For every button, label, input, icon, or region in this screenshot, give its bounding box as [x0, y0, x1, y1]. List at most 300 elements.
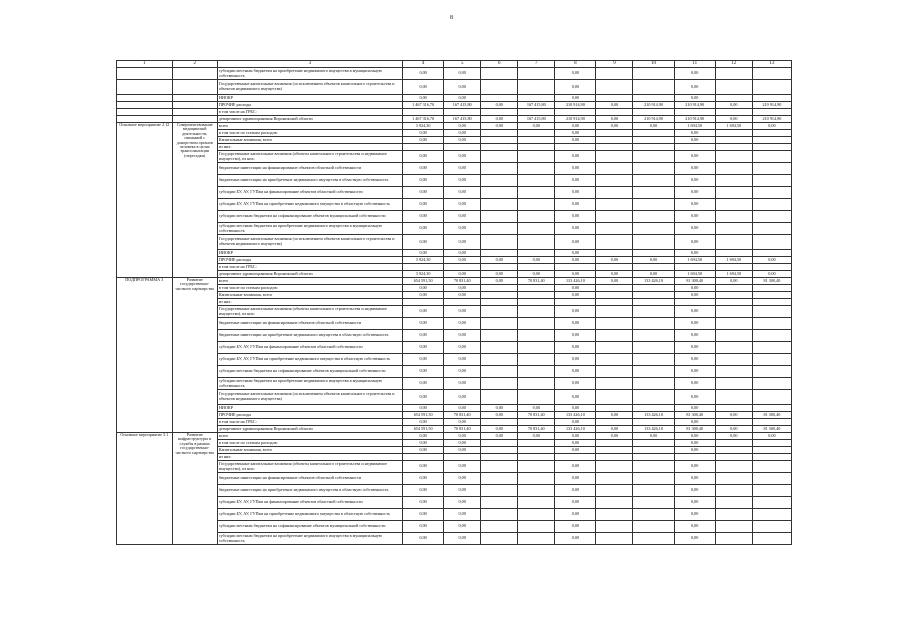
value-cell: [633, 199, 674, 211]
table-row: [117, 80, 792, 95]
value-cell: [715, 454, 752, 461]
value-cell: 0,00: [715, 426, 752, 433]
value-cell: [715, 187, 752, 199]
value-cell: [752, 137, 791, 144]
value-cell: 70 831,40: [518, 412, 555, 419]
value-cell: [444, 144, 481, 151]
value-cell: [518, 292, 555, 299]
value-cell: [752, 199, 791, 211]
value-cell: [481, 497, 518, 509]
value-cell: [596, 250, 633, 257]
value-cell: [633, 175, 674, 187]
value-cell: [596, 130, 633, 137]
table-row: [117, 151, 792, 163]
value-cell: [481, 109, 518, 116]
value-cell: 0,00: [555, 137, 596, 144]
value-cell: [752, 223, 791, 235]
value-cell: 0,00: [674, 250, 715, 257]
column-header: 4: [403, 61, 444, 68]
value-cell: 0,00: [444, 306, 481, 318]
value-cell: [752, 151, 791, 163]
value-cell: 0,00: [444, 250, 481, 257]
value-cell: [596, 187, 633, 199]
column-header: 11: [674, 61, 715, 68]
value-cell: 0,00: [403, 223, 444, 235]
value-cell: 0,00: [715, 102, 752, 109]
value-cell: 0,00: [674, 285, 715, 292]
value-cell: 0,00: [674, 521, 715, 533]
value-cell: 0,00: [674, 354, 715, 366]
expense-label: департамент здравоохранения Воронежской области: [217, 426, 402, 433]
value-cell: 0,00: [674, 68, 715, 80]
value-cell: [633, 163, 674, 175]
value-cell: 0,00: [444, 378, 481, 390]
value-cell: [596, 235, 633, 250]
value-cell: [518, 199, 555, 211]
expense-label: бюджетные инвестиции на финансирование объектов областной собственности: [217, 318, 402, 330]
value-cell: [752, 390, 791, 405]
value-cell: 0,00: [752, 271, 791, 278]
value-cell: [518, 187, 555, 199]
value-cell: [518, 318, 555, 330]
value-cell: [596, 211, 633, 223]
value-cell: 0,00: [444, 354, 481, 366]
value-cell: 1 694,50: [674, 123, 715, 130]
value-cell: 0,00: [444, 292, 481, 299]
value-cell: 0,00: [518, 433, 555, 440]
value-cell: [518, 68, 555, 80]
value-cell: [633, 454, 674, 461]
expense-label: из них:: [217, 144, 402, 151]
value-cell: 0,00: [596, 257, 633, 264]
activity-code-cell: Основное мероприятие 2.12: [117, 123, 173, 278]
value-cell: 0,00: [403, 151, 444, 163]
value-cell: 0,00: [715, 116, 752, 123]
value-cell: [715, 533, 752, 545]
value-cell: [596, 306, 633, 318]
value-cell: [518, 378, 555, 390]
value-cell: 0,00: [481, 412, 518, 419]
column-header: 10: [633, 61, 674, 68]
expense-label: в том числе по статьям расходов:: [217, 285, 402, 292]
value-cell: [633, 342, 674, 354]
expense-label: в том числе на ГРБС:: [217, 264, 402, 271]
value-cell: [481, 285, 518, 292]
value-cell: [596, 342, 633, 354]
column-header: 5: [444, 61, 481, 68]
value-cell: [596, 199, 633, 211]
value-cell: 0,00: [403, 292, 444, 299]
value-cell: 70 831,40: [518, 426, 555, 433]
value-cell: [633, 95, 674, 102]
value-cell: 0,00: [403, 405, 444, 412]
value-cell: [481, 521, 518, 533]
value-cell: 0,00: [555, 285, 596, 292]
value-cell: 0,00: [403, 130, 444, 137]
table-row: [117, 533, 792, 545]
value-cell: 1 694,50: [674, 257, 715, 264]
table-row: [117, 257, 792, 264]
table-row: [117, 473, 792, 485]
value-cell: [633, 354, 674, 366]
value-cell: 0,00: [596, 278, 633, 285]
value-cell: [633, 390, 674, 405]
value-cell: 70 831,40: [444, 278, 481, 285]
value-cell: 0,00: [444, 68, 481, 80]
value-cell: [752, 440, 791, 447]
value-cell: [752, 264, 791, 271]
value-cell: 133 426,10: [555, 412, 596, 419]
value-cell: 0,00: [403, 485, 444, 497]
value-cell: 0,00: [752, 257, 791, 264]
value-cell: [633, 285, 674, 292]
table-row: [117, 354, 792, 366]
value-cell: [596, 264, 633, 271]
value-cell: [481, 454, 518, 461]
value-cell: [555, 454, 596, 461]
value-cell: [752, 299, 791, 306]
activity-name-cell: Совершенствование медицинской деятельности, связанной с донорством органов человека в целях трансплантации (пересадки): [172, 123, 217, 278]
value-cell: 0,00: [481, 116, 518, 123]
value-cell: [518, 80, 555, 95]
value-cell: [481, 533, 518, 545]
value-cell: 0,00: [518, 257, 555, 264]
value-cell: 1 467 316,70: [403, 116, 444, 123]
value-cell: 133 426,10: [555, 278, 596, 285]
value-cell: [481, 354, 518, 366]
value-cell: [633, 419, 674, 426]
value-cell: [633, 264, 674, 271]
value-cell: 0,00: [555, 390, 596, 405]
value-cell: 0,00: [444, 318, 481, 330]
value-cell: 0,00: [444, 151, 481, 163]
value-cell: 0,00: [633, 271, 674, 278]
value-cell: 0,00: [674, 390, 715, 405]
value-cell: 0,00: [403, 473, 444, 485]
value-cell: 0,00: [481, 426, 518, 433]
value-cell: 0,00: [555, 485, 596, 497]
expense-label: субсидии БУ, АУ, ГУПам на финансирование объектов областной собственности: [217, 187, 402, 199]
value-cell: [633, 485, 674, 497]
table-row: [117, 366, 792, 378]
value-cell: 0,00: [555, 419, 596, 426]
value-cell: [555, 299, 596, 306]
value-cell: [596, 223, 633, 235]
value-cell: 0,00: [403, 419, 444, 426]
value-cell: [633, 366, 674, 378]
value-cell: [715, 366, 752, 378]
value-cell: [633, 473, 674, 485]
column-header: 13: [752, 61, 791, 68]
value-cell: 0,00: [555, 292, 596, 299]
table-row: [117, 116, 792, 123]
value-cell: [596, 473, 633, 485]
value-cell: [596, 151, 633, 163]
value-cell: [715, 330, 752, 342]
value-cell: 210 914,90: [752, 116, 791, 123]
table-row: [117, 419, 792, 426]
value-cell: 0,00: [555, 405, 596, 412]
value-cell: 0,00: [481, 278, 518, 285]
value-cell: 0,00: [444, 509, 481, 521]
table-row: [117, 497, 792, 509]
value-cell: 70 831,40: [444, 426, 481, 433]
value-cell: [752, 163, 791, 175]
value-cell: [752, 454, 791, 461]
expense-label: Государственные капитальные вложения (за исключением объектов капитального строительства и объектов недвижимого имущества): [217, 390, 402, 405]
value-cell: 0,00: [555, 318, 596, 330]
value-cell: 0,00: [674, 378, 715, 390]
value-cell: 0,00: [555, 521, 596, 533]
value-cell: [715, 109, 752, 116]
value-cell: [752, 497, 791, 509]
value-cell: [518, 306, 555, 318]
value-cell: [596, 299, 633, 306]
column-header: 12: [715, 61, 752, 68]
value-cell: [481, 461, 518, 473]
value-cell: [715, 521, 752, 533]
value-cell: 167 415,80: [518, 116, 555, 123]
value-cell: [596, 68, 633, 80]
value-cell: 0,00: [596, 102, 633, 109]
value-cell: 0,00: [403, 497, 444, 509]
expense-label: субсидии БУ, АУ, ГУПам на приобретение недвижимого имущества в областную собственность: [217, 199, 402, 211]
value-cell: 81 300,40: [752, 412, 791, 419]
value-cell: [518, 235, 555, 250]
value-cell: [633, 306, 674, 318]
value-cell: 0,00: [403, 306, 444, 318]
value-cell: [518, 330, 555, 342]
expense-label: НИОКР: [217, 250, 402, 257]
value-cell: 0,00: [674, 137, 715, 144]
value-cell: [596, 419, 633, 426]
value-cell: [444, 109, 481, 116]
expense-label: субсидии местным бюджетам на приобретение недвижимого имущества в муниципальную собственность: [217, 378, 402, 390]
empty-cell: [117, 68, 173, 80]
value-cell: [518, 95, 555, 102]
value-cell: [752, 130, 791, 137]
value-cell: [481, 342, 518, 354]
value-cell: 0,00: [633, 257, 674, 264]
value-cell: 0,00: [555, 447, 596, 454]
value-cell: [481, 137, 518, 144]
value-cell: 0,00: [444, 175, 481, 187]
value-cell: 0,00: [674, 419, 715, 426]
value-cell: [752, 68, 791, 80]
value-cell: 0,00: [444, 447, 481, 454]
value-cell: [752, 235, 791, 250]
value-cell: [481, 80, 518, 95]
value-cell: 0,00: [674, 366, 715, 378]
table-row: [117, 412, 792, 419]
value-cell: [481, 264, 518, 271]
value-cell: 0,00: [444, 271, 481, 278]
empty-cell: [172, 68, 217, 80]
value-cell: [715, 447, 752, 454]
expense-label: субсидии БУ, АУ, ГУПам на финансирование объектов областной собственности: [217, 497, 402, 509]
value-cell: [481, 419, 518, 426]
value-cell: [518, 250, 555, 257]
value-cell: 167 415,80: [444, 102, 481, 109]
header-row: [117, 61, 792, 68]
expense-label: бюджетные инвестиции на финансирование объектов областной собственности: [217, 473, 402, 485]
value-cell: [752, 485, 791, 497]
value-cell: 0,00: [403, 235, 444, 250]
value-cell: [715, 299, 752, 306]
expense-label: Капитальные вложения, всего: [217, 137, 402, 144]
table-row: [117, 485, 792, 497]
value-cell: [715, 405, 752, 412]
value-cell: [633, 187, 674, 199]
value-cell: 654 591,50: [403, 278, 444, 285]
value-cell: [596, 440, 633, 447]
value-cell: 210 914,90: [752, 102, 791, 109]
table-row: [117, 461, 792, 473]
value-cell: 0,00: [555, 151, 596, 163]
empty-cell: [117, 80, 173, 95]
value-cell: 0,00: [444, 95, 481, 102]
value-cell: [481, 187, 518, 199]
value-cell: [715, 250, 752, 257]
value-cell: [518, 497, 555, 509]
value-cell: [752, 509, 791, 521]
value-cell: [518, 419, 555, 426]
value-cell: 0,00: [481, 123, 518, 130]
value-cell: [596, 144, 633, 151]
column-header: 2: [172, 61, 217, 68]
table-row: [117, 330, 792, 342]
value-cell: [596, 366, 633, 378]
value-cell: 210 914,90: [633, 116, 674, 123]
value-cell: 0,00: [555, 211, 596, 223]
value-cell: [596, 163, 633, 175]
value-cell: [752, 473, 791, 485]
value-cell: [596, 509, 633, 521]
value-cell: 0,00: [403, 354, 444, 366]
value-cell: [752, 318, 791, 330]
value-cell: [633, 80, 674, 95]
value-cell: [481, 485, 518, 497]
table-row: [117, 211, 792, 223]
expense-label: субсидии местным бюджетам на приобретение недвижимого имущества в муниципальную собственность: [217, 533, 402, 545]
value-cell: 0,00: [444, 187, 481, 199]
expense-label: бюджетные инвестиции на приобретение недвижимого имущества в областную собственность: [217, 175, 402, 187]
activity-code-cell: Основное мероприятие 3.1: [117, 433, 173, 545]
value-cell: 0,00: [555, 123, 596, 130]
value-cell: [715, 390, 752, 405]
value-cell: [633, 440, 674, 447]
value-cell: [715, 318, 752, 330]
value-cell: 0,00: [752, 433, 791, 440]
value-cell: [752, 292, 791, 299]
table-row: [117, 144, 792, 151]
value-cell: [596, 454, 633, 461]
value-cell: 0,00: [444, 330, 481, 342]
value-cell: 0,00: [674, 473, 715, 485]
value-cell: [633, 497, 674, 509]
value-cell: 1 694,50: [715, 257, 752, 264]
value-cell: 0,00: [555, 461, 596, 473]
expense-label: Капитальные вложения, всего: [217, 447, 402, 454]
value-cell: [715, 80, 752, 95]
value-cell: 0,00: [674, 342, 715, 354]
value-cell: 0,00: [674, 433, 715, 440]
expense-label: ПРОЧИЕ расходы: [217, 412, 402, 419]
value-cell: 0,00: [674, 235, 715, 250]
value-cell: [633, 144, 674, 151]
expense-label: ПРОЧИЕ расходы: [217, 257, 402, 264]
value-cell: 3 924,30: [403, 123, 444, 130]
value-cell: [633, 521, 674, 533]
value-cell: 0,00: [596, 116, 633, 123]
table-row: [117, 378, 792, 390]
value-cell: [633, 68, 674, 80]
value-cell: 0,00: [444, 440, 481, 447]
value-cell: 1 467 316,70: [403, 102, 444, 109]
value-cell: 0,00: [444, 137, 481, 144]
value-cell: [518, 485, 555, 497]
value-cell: 0,00: [674, 306, 715, 318]
table-row: [117, 318, 792, 330]
value-cell: [752, 144, 791, 151]
empty-cell: [117, 95, 173, 102]
value-cell: [518, 130, 555, 137]
value-cell: 0,00: [555, 440, 596, 447]
value-cell: 0,00: [555, 199, 596, 211]
value-cell: [481, 447, 518, 454]
value-cell: 0,00: [403, 447, 444, 454]
table-row: [117, 342, 792, 354]
table-row: [117, 433, 792, 440]
value-cell: 0,00: [555, 509, 596, 521]
value-cell: 0,00: [444, 123, 481, 130]
value-cell: 167 415,80: [444, 116, 481, 123]
table-row: [117, 123, 792, 130]
expense-label: всего: [217, 278, 402, 285]
value-cell: 0,00: [555, 473, 596, 485]
value-cell: [633, 330, 674, 342]
value-cell: [518, 366, 555, 378]
value-cell: [596, 80, 633, 95]
column-header: 6: [481, 61, 518, 68]
value-cell: [715, 235, 752, 250]
expense-label: Государственные капитальные вложения (за исключением объектов капитального строительства и объектов недвижимого имущества): [217, 235, 402, 250]
value-cell: [518, 223, 555, 235]
value-cell: 0,00: [674, 318, 715, 330]
value-cell: 0,00: [555, 433, 596, 440]
value-cell: 0,00: [481, 102, 518, 109]
value-cell: [715, 306, 752, 318]
value-cell: 0,00: [444, 461, 481, 473]
value-cell: 0,00: [444, 130, 481, 137]
expense-label: субсидии местным бюджетам на приобретение недвижимого имущества в муниципальную собственность: [217, 68, 402, 80]
value-cell: [518, 151, 555, 163]
value-cell: 0,00: [674, 461, 715, 473]
value-cell: 0,00: [518, 405, 555, 412]
empty-cell: [117, 109, 173, 116]
empty-cell: [172, 116, 217, 123]
value-cell: 167 415,80: [518, 102, 555, 109]
value-cell: [481, 199, 518, 211]
value-cell: 0,00: [555, 250, 596, 257]
value-cell: 0,00: [674, 292, 715, 299]
value-cell: [481, 144, 518, 151]
value-cell: 0,00: [752, 123, 791, 130]
value-cell: [518, 342, 555, 354]
value-cell: 0,00: [444, 211, 481, 223]
value-cell: 81 300,40: [674, 426, 715, 433]
column-header: 9: [596, 61, 633, 68]
